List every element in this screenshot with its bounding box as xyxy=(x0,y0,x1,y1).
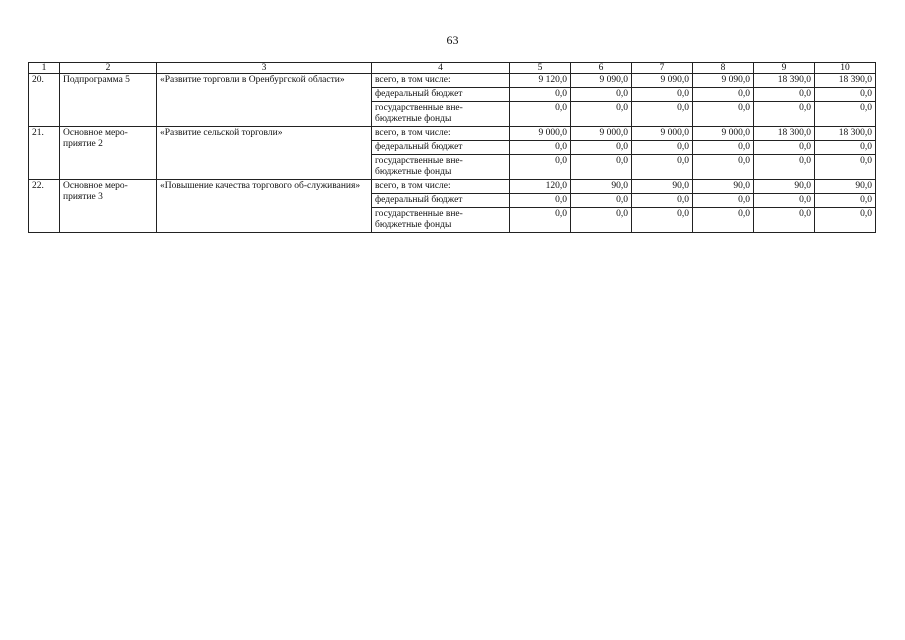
value-cell: 0,0 xyxy=(571,141,632,155)
value-cell: 0,0 xyxy=(693,194,754,208)
value-cell: 0,0 xyxy=(571,208,632,233)
value-cell: 0,0 xyxy=(693,141,754,155)
value-cell: 0,0 xyxy=(754,102,815,127)
value-cell: 0,0 xyxy=(693,102,754,127)
value-cell: 0,0 xyxy=(571,194,632,208)
header-cell: 3 xyxy=(157,63,372,74)
funding-source-label: федеральный бюджет xyxy=(372,194,510,208)
value-cell: 18 390,0 xyxy=(754,74,815,88)
value-cell: 0,0 xyxy=(632,141,693,155)
header-cell: 5 xyxy=(510,63,571,74)
funding-source-label: федеральный бюджет xyxy=(372,88,510,102)
program-title: «Повышение качества торгового об-служивания» xyxy=(157,180,372,233)
header-cell: 6 xyxy=(571,63,632,74)
value-cell: 0,0 xyxy=(510,141,571,155)
value-cell: 9 000,0 xyxy=(571,127,632,141)
value-cell: 0,0 xyxy=(510,88,571,102)
value-cell: 0,0 xyxy=(693,155,754,180)
value-cell: 9 090,0 xyxy=(693,74,754,88)
row-number: 20. xyxy=(29,74,60,127)
budget-table xyxy=(28,62,876,233)
funding-source-label: всего, в том числе: xyxy=(372,127,510,141)
program-type: Подпрограмма 5 xyxy=(60,74,157,127)
funding-source-label: всего, в том числе: xyxy=(372,74,510,88)
value-cell: 9 000,0 xyxy=(632,127,693,141)
value-cell: 0,0 xyxy=(754,141,815,155)
table-row xyxy=(29,127,876,141)
value-cell: 90,0 xyxy=(754,180,815,194)
value-cell: 0,0 xyxy=(693,208,754,233)
value-cell: 0,0 xyxy=(693,88,754,102)
header-cell: 7 xyxy=(632,63,693,74)
value-cell: 90,0 xyxy=(632,180,693,194)
value-cell: 120,0 xyxy=(510,180,571,194)
value-cell: 0,0 xyxy=(815,141,876,155)
value-cell: 0,0 xyxy=(632,88,693,102)
value-cell: 9 000,0 xyxy=(693,127,754,141)
row-number: 21. xyxy=(29,127,60,180)
value-cell: 0,0 xyxy=(632,155,693,180)
value-cell: 0,0 xyxy=(571,88,632,102)
value-cell: 90,0 xyxy=(693,180,754,194)
value-cell: 0,0 xyxy=(754,88,815,102)
value-cell: 0,0 xyxy=(754,155,815,180)
table-row xyxy=(29,180,876,194)
header-cell: 1 xyxy=(29,63,60,74)
program-title: «Развитие торговли в Оренбургской области» xyxy=(157,74,372,127)
header-cell: 10 xyxy=(815,63,876,74)
funding-source-label: всего, в том числе: xyxy=(372,180,510,194)
value-cell: 0,0 xyxy=(815,155,876,180)
funding-source-label: государственные вне-бюджетные фонды xyxy=(372,155,510,180)
table-row xyxy=(29,74,876,88)
program-type: Основное меро-приятие 2 xyxy=(60,127,157,180)
value-cell: 0,0 xyxy=(754,194,815,208)
header-cell: 4 xyxy=(372,63,510,74)
value-cell: 9 000,0 xyxy=(510,127,571,141)
value-cell: 0,0 xyxy=(815,194,876,208)
header-cell: 8 xyxy=(693,63,754,74)
value-cell: 9 090,0 xyxy=(632,74,693,88)
value-cell: 18 300,0 xyxy=(815,127,876,141)
value-cell: 9 090,0 xyxy=(571,74,632,88)
value-cell: 0,0 xyxy=(510,102,571,127)
page-number: 63 xyxy=(446,33,459,47)
program-title: «Развитие сельской торговли» xyxy=(157,127,372,180)
value-cell: 0,0 xyxy=(510,194,571,208)
value-cell: 18 390,0 xyxy=(815,74,876,88)
header-cell: 9 xyxy=(754,63,815,74)
value-cell: 90,0 xyxy=(571,180,632,194)
value-cell: 0,0 xyxy=(815,102,876,127)
header-row xyxy=(29,63,876,74)
value-cell: 18 300,0 xyxy=(754,127,815,141)
value-cell: 0,0 xyxy=(571,155,632,180)
funding-source-label: федеральный бюджет xyxy=(372,141,510,155)
value-cell: 0,0 xyxy=(815,208,876,233)
value-cell: 0,0 xyxy=(632,194,693,208)
value-cell: 0,0 xyxy=(510,208,571,233)
funding-source-label: государственные вне-бюджетные фонды xyxy=(372,102,510,127)
value-cell: 0,0 xyxy=(754,208,815,233)
value-cell: 0,0 xyxy=(815,88,876,102)
value-cell: 90,0 xyxy=(815,180,876,194)
program-type: Основное меро-приятие 3 xyxy=(60,180,157,233)
value-cell: 0,0 xyxy=(571,102,632,127)
value-cell: 9 120,0 xyxy=(510,74,571,88)
value-cell: 0,0 xyxy=(510,155,571,180)
header-cell: 2 xyxy=(60,63,157,74)
value-cell: 0,0 xyxy=(632,102,693,127)
funding-source-label: государственные вне-бюджетные фонды xyxy=(372,208,510,233)
value-cell: 0,0 xyxy=(632,208,693,233)
row-number: 22. xyxy=(29,180,60,233)
